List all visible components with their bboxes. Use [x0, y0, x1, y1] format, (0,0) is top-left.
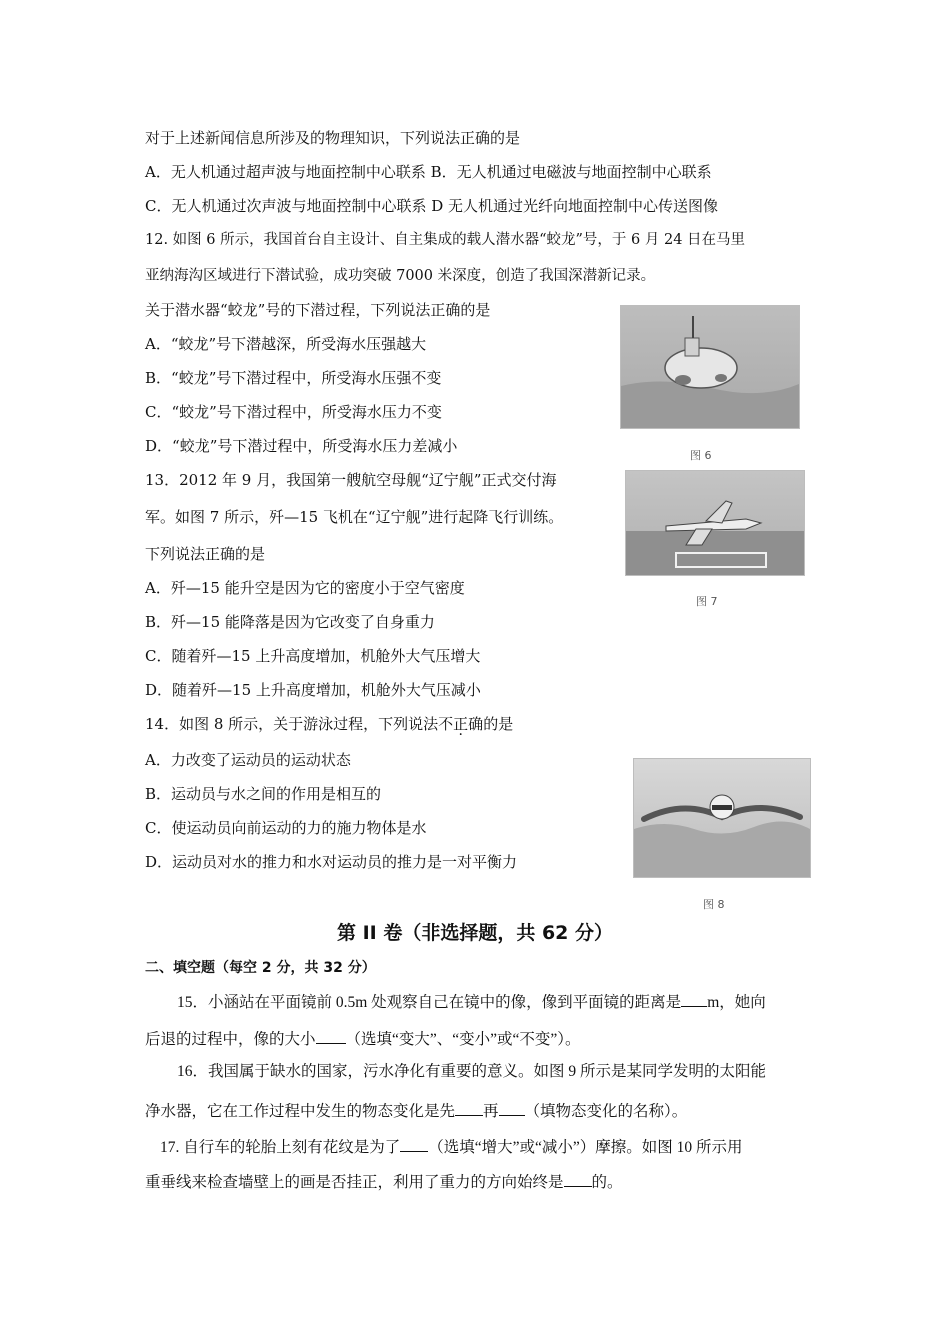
- submersible-image: [621, 306, 799, 428]
- q13-option-d: D．随着歼—15 上升高度增加，机舱外大气压减小: [145, 681, 481, 699]
- q17-line2: [145, 1170, 623, 1193]
- figure-7-caption: 图 7: [696, 595, 718, 608]
- q16-text-a: 净水器，它在工作过程中发生的物态变化是先: [145, 1103, 456, 1120]
- swimmer-image: [634, 759, 810, 877]
- jet-on-deck-image: [626, 471, 804, 575]
- q12-option-b: B．“蛟龙”号下潜过程中，所受海水压强不变: [145, 369, 442, 387]
- q15-text-a: 15．小涵站在平面镜前 0.5m 处观察自己在镜中的像，像到平面镜的距离是: [177, 994, 682, 1011]
- q14-option-b: B．运动员与水之间的作用是相互的: [145, 785, 382, 803]
- q16-line1: 16．我国属于缺水的国家，污水净化有重要的意义。如图 9 所示是某同学发明的太阳能: [177, 1063, 767, 1080]
- q15-line2: [145, 1027, 581, 1050]
- q15-blank-1[interactable]: [681, 990, 707, 1007]
- q15-blank-2[interactable]: [316, 1027, 346, 1044]
- q12-line3: 关于潜水器“蛟龙”号的下潜过程，下列说法正确的是: [145, 301, 491, 319]
- q11-stem: 对于上述新闻信息所涉及的物理知识，下列说法正确的是: [145, 129, 521, 147]
- q17-text-b: （选填“增大”或“减小”）摩擦。如图 10 所示用: [428, 1139, 743, 1156]
- q14-stem: [145, 714, 513, 734]
- q13-option-c: C．随着歼—15 上升高度增加，机舱外大气压增大: [145, 647, 481, 665]
- section-fill-in-title: 二、填空题（每空 2 分，共 32 分）: [145, 960, 376, 976]
- q17-blank-2[interactable]: [564, 1170, 592, 1187]
- q12-line2: 亚纳海沟区域进行下潜试验，成功突破 7000 米深度，创造了我国深潜新记录。: [145, 268, 656, 284]
- q16-blank-1[interactable]: [455, 1099, 483, 1116]
- q13-option-b: B．歼—15 能降落是因为它改变了自身重力: [145, 613, 435, 631]
- q12-line1: 12. 如图 6 所示，我国首台自主设计、自主集成的载人潜水器“蛟龙”号，于 6 月 24 日在马里: [145, 232, 746, 248]
- q16-blank-2[interactable]: [499, 1099, 525, 1116]
- figure-8-caption: 图 8: [703, 898, 725, 911]
- figure-8-swimmer-photo: [633, 758, 811, 878]
- q13-line2: 军。如图 7 所示，歼—15 飞机在“辽宁舰”进行起降飞行训练。: [145, 508, 564, 526]
- q12-option-a: A．“蛟龙”号下潜越深，所受海水压强越大: [145, 335, 427, 353]
- q12-option-d: D．“蛟龙”号下潜过程中，所受海水压力差减小: [145, 437, 458, 455]
- q15-text-b: m，她向: [707, 994, 766, 1011]
- q14-stem-prefix: 14．如图 8 所示，关于游泳过程，下列说法: [145, 715, 439, 733]
- figure-6-submersible-photo: [620, 305, 800, 429]
- q16-text-c: （填物态变化的名称）。: [524, 1103, 688, 1120]
- q14-option-c: C．使运动员向前运动的力的施力物体是水: [145, 819, 427, 837]
- q15-line1: [177, 990, 766, 1013]
- q13-line3: 下列说法正确的是: [145, 545, 266, 563]
- q14-stem-suffix: 的是: [483, 715, 514, 733]
- q12-option-c: C．“蛟龙”号下潜过程中，所受海水压力不变: [145, 403, 442, 421]
- q15-text-c: 后退的过程中，像的大小: [145, 1031, 316, 1048]
- figure-7-jet-photo: [625, 470, 805, 576]
- part-2-title: 第 II 卷（非选择题，共 62 分）: [336, 922, 614, 944]
- figure-6-caption: 图 6: [690, 449, 712, 462]
- q15-text-d: （选填“变大”、“变小”或“不变”）。: [345, 1031, 581, 1048]
- q13-line1: 13．2012 年 9 月，我国第一艘航空母舰“辽宁舰”正式交付海: [145, 471, 557, 489]
- q11-options-cd: C．无人机通过次声波与地面控制中心联系 D 无人机通过光纤向地面控制中心传送图像: [145, 197, 719, 215]
- q14-option-a: A．力改变了运动员的运动状态: [145, 751, 351, 769]
- q17-text-a: 17. 自行车的轮胎上刻有花纹是为了: [160, 1139, 401, 1156]
- q13-option-a: A．歼—15 能升空是因为它的密度小于空气密度: [145, 579, 465, 597]
- q16-text-b: 再: [483, 1103, 499, 1120]
- q16-line2: [145, 1099, 687, 1122]
- q17-text-d: 的。: [591, 1174, 623, 1191]
- q17-line1: [160, 1135, 743, 1158]
- q17-blank-1[interactable]: [400, 1135, 428, 1152]
- q14-option-d: D．运动员对水的推力和水对运动员的推力是一对平衡力: [145, 853, 518, 871]
- q14-stem-emphasis: 不正确: [438, 715, 484, 733]
- q11-options-ab: A．无人机通过超声波与地面控制中心联系 B．无人机通过电磁波与地面控制中心联系: [145, 163, 712, 181]
- q17-text-c: 重垂线来检查墙壁上的画是否挂正，利用了重力的方向始终是: [145, 1174, 564, 1191]
